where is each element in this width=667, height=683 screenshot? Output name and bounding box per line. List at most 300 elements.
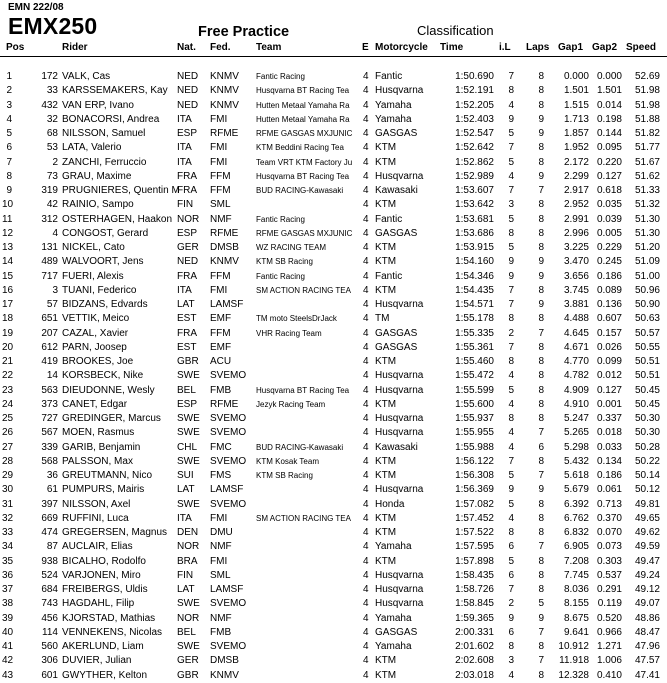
cell-rider: GREDINGER, Marcus	[62, 413, 161, 424]
table-row	[0, 127, 667, 141]
event-code: EMN 222/08	[8, 2, 64, 13]
cell-motorcycle: Fantic	[375, 71, 403, 82]
table-row	[0, 170, 667, 184]
cell-nat: NED	[177, 99, 199, 111]
cell-fed: SVEMO	[210, 641, 247, 652]
cell-pos: 39	[2, 612, 14, 624]
cell-speed: 51.32	[634, 199, 660, 211]
cell-gap2: 0.370	[596, 512, 622, 524]
cell-engine: 4	[363, 299, 369, 310]
cell-engine: 4	[363, 484, 369, 496]
cell-gap1: 1.857	[563, 128, 589, 139]
cell-laps: 8	[538, 669, 544, 681]
cell-time: 1:55.361	[455, 341, 494, 353]
cell-motorcycle: Yamaha	[375, 113, 412, 125]
cell-ideal-lap: 6	[508, 626, 514, 638]
cell-number: 3	[52, 284, 58, 296]
cell-gap2: 0.001	[596, 398, 622, 410]
cell-gap2: 0.229	[596, 242, 622, 253]
cell-time: 1:55.460	[455, 356, 494, 367]
cell-engine: 4	[363, 327, 369, 339]
cell-nat: ITA	[177, 156, 192, 168]
cell-engine: 4	[363, 626, 369, 638]
cell-nat: NED	[177, 71, 199, 82]
cell-time: 1:56.369	[455, 484, 494, 496]
cell-motorcycle: Husqvarna	[375, 384, 424, 396]
cell-time: 1:52.642	[455, 142, 494, 154]
cell-pos: 11	[2, 213, 13, 225]
cell-laps: 7	[538, 470, 544, 481]
cell-pos: 1	[6, 71, 12, 82]
cell-motorcycle: KTM	[375, 242, 397, 253]
col-laps: Laps	[526, 42, 550, 53]
col-engine: E	[362, 42, 369, 53]
cell-pos: 35	[2, 555, 14, 567]
cell-nat: ITA	[177, 512, 192, 524]
cell-fed: RFME	[210, 227, 239, 239]
cell-laps: 9	[538, 113, 544, 125]
cell-number: 114	[42, 626, 58, 638]
cell-time: 1:53.915	[455, 242, 494, 253]
cell-motorcycle: GASGAS	[375, 341, 418, 353]
cell-fed: FFM	[210, 185, 231, 196]
cell-gap1: 2.952	[563, 199, 589, 211]
class-name: EMX250	[8, 13, 98, 39]
cell-rider: WALVOORT, Jens	[62, 256, 144, 268]
cell-time: 1:57.082	[455, 498, 494, 510]
cell-number: 87	[46, 541, 58, 553]
cell-laps: 8	[538, 142, 544, 154]
cell-motorcycle: Husqvarna	[375, 584, 424, 595]
cell-nat: BEL	[177, 384, 196, 396]
cell-rider: NILSSON, Samuel	[62, 128, 146, 139]
cell-laps: 8	[538, 512, 544, 524]
cell-pos: 13	[2, 242, 14, 253]
cell-number: 172	[41, 71, 58, 82]
cell-team: TM moto SteelsDrJack	[256, 314, 337, 324]
cell-nat: GBR	[177, 669, 199, 681]
cell-rider: NICKEL, Cato	[62, 242, 125, 253]
cell-time: 2:00.331	[455, 626, 494, 638]
cell-speed: 51.98	[634, 99, 660, 111]
classification-table	[0, 70, 667, 683]
cell-team: Husqvarna BT Racing Tea	[256, 171, 350, 181]
cell-ideal-lap: 5	[508, 156, 514, 168]
cell-speed: 49.24	[634, 569, 660, 581]
cell-gap1: 11.918	[559, 655, 589, 667]
cell-rider: VARJONEN, Miro	[62, 569, 141, 581]
table-row	[0, 669, 667, 683]
cell-fed: KNMV	[210, 85, 239, 97]
cell-gap2: 0.070	[596, 527, 622, 538]
cell-pos: 28	[2, 455, 14, 467]
cell-engine: 4	[363, 441, 369, 453]
cell-gap2: 0.035	[596, 199, 622, 211]
col-fed: Fed.	[210, 42, 231, 53]
cell-gap2: 0.026	[596, 341, 622, 353]
cell-fed: FMI	[210, 142, 228, 154]
cell-rider: RAINIO, Sampo	[62, 199, 134, 211]
cell-gap1: 5.298	[563, 441, 589, 453]
cell-pos: 31	[2, 498, 14, 510]
table-row	[0, 640, 667, 654]
cell-laps: 8	[538, 313, 544, 325]
table-row	[0, 327, 667, 341]
cell-ideal-lap: 8	[508, 313, 514, 325]
cell-ideal-lap: 7	[508, 455, 514, 467]
cell-time: 1:55.599	[455, 384, 494, 396]
table-row	[0, 255, 667, 269]
cell-gap1: 2.991	[563, 213, 589, 225]
cell-nat: NOR	[177, 541, 200, 553]
cell-engine: 4	[363, 370, 369, 382]
cell-ideal-lap: 8	[508, 356, 514, 367]
cell-laps: 8	[538, 199, 544, 211]
cell-time: 1:55.178	[455, 313, 494, 325]
cell-team: KTM SB Racing	[256, 471, 313, 480]
cell-nat: CHL	[177, 441, 198, 453]
cell-fed: KNMV	[210, 71, 239, 82]
cell-laps: 9	[538, 128, 544, 139]
col-gap1: Gap1	[558, 42, 584, 53]
table-row	[0, 455, 667, 469]
cell-number: 339	[41, 441, 58, 453]
cell-rider: DUVIER, Julian	[62, 655, 132, 667]
cell-rider: BROOKES, Joe	[62, 356, 134, 367]
cell-pos: 42	[2, 655, 14, 667]
cell-motorcycle: Fantic	[375, 270, 403, 282]
cell-fed: SML	[210, 199, 231, 211]
cell-nat: NOR	[177, 612, 200, 624]
cell-number: 32	[46, 113, 58, 125]
cell-nat: GBR	[177, 356, 199, 367]
cell-number: 419	[41, 356, 58, 367]
table-row	[0, 441, 667, 455]
table-row	[0, 597, 667, 611]
cell-pos: 25	[2, 413, 14, 424]
cell-laps: 8	[538, 341, 544, 353]
table-row	[0, 341, 667, 355]
cell-gap2: 0.039	[596, 213, 622, 225]
cell-time: 1:53.686	[455, 227, 494, 239]
cell-pos: 18	[2, 313, 14, 325]
cell-gap2: 0.157	[596, 327, 622, 339]
cell-speed: 51.30	[634, 227, 660, 239]
cell-engine: 4	[363, 655, 369, 667]
cell-pos: 15	[2, 270, 14, 282]
cell-rider: PUMPURS, Mairis	[62, 484, 145, 496]
cell-team: BUD RACING-Kawasaki	[256, 442, 344, 452]
cell-rider: GWYTHER, Kelton	[62, 669, 148, 681]
cell-pos: 29	[2, 470, 14, 481]
cell-rider: OSTERHAGEN, Haakon	[62, 213, 173, 225]
cell-motorcycle: KTM	[375, 527, 397, 538]
cell-ideal-lap: 4	[508, 398, 514, 410]
table-row	[0, 540, 667, 554]
cell-number: 61	[46, 484, 58, 496]
cell-engine: 4	[363, 242, 369, 253]
cell-rider: PRUGNIERES, Quentin M	[62, 185, 180, 196]
cell-motorcycle: KTM	[375, 655, 397, 667]
cell-motorcycle: KTM	[375, 199, 397, 211]
cell-team: RFME GASGAS MXJUNIC	[256, 228, 353, 238]
cell-fed: KNMV	[210, 256, 239, 268]
cell-number: 319	[41, 185, 58, 196]
cell-rider: TUANI, Federico	[62, 284, 137, 296]
cell-fed: SVEMO	[210, 370, 247, 382]
cell-ideal-lap: 8	[508, 227, 514, 239]
cell-nat: GER	[177, 655, 199, 667]
cell-gap2: 0.012	[596, 370, 622, 382]
cell-nat: BRA	[177, 555, 198, 567]
cell-laps: 7	[538, 185, 544, 196]
cell-ideal-lap: 8	[508, 85, 514, 97]
cell-fed: KNMV	[210, 669, 239, 681]
cell-gap2: 0.014	[596, 99, 622, 111]
cell-time: 1:54.571	[455, 299, 494, 310]
col-nat: Nat.	[177, 42, 196, 53]
cell-team: KTM SB Racing	[256, 257, 313, 267]
cell-number: 684	[41, 584, 58, 595]
cell-motorcycle: Husqvarna	[375, 598, 424, 610]
cell-time: 1:54.346	[455, 270, 494, 282]
cell-gap2: 0.000	[596, 71, 622, 82]
cell-team: KTM Beddini Racing Tea	[256, 143, 344, 153]
cell-gap1: 3.470	[563, 256, 589, 268]
cell-time: 1:58.435	[455, 569, 494, 581]
cell-time: 1:53.642	[455, 199, 494, 211]
cell-time: 1:52.989	[455, 170, 494, 182]
cell-pos: 40	[2, 626, 14, 638]
cell-engine: 4	[363, 384, 369, 396]
table-row	[0, 284, 667, 298]
col-speed: Speed	[626, 42, 657, 53]
cell-fed: NMF	[210, 213, 232, 225]
cell-fed: FMI	[210, 284, 228, 296]
table-row	[0, 369, 667, 383]
cell-pos: 36	[2, 569, 14, 581]
cell-number: 456	[41, 612, 58, 624]
cell-gap2: 0.127	[596, 170, 622, 182]
cell-speed: 50.63	[634, 313, 660, 325]
cell-laps: 8	[538, 498, 544, 510]
cell-gap1: 2.299	[563, 170, 589, 182]
cell-speed: 52.69	[634, 71, 660, 82]
cell-gap2: 0.089	[596, 284, 622, 296]
cell-pos: 3	[6, 99, 12, 111]
table-row	[0, 213, 667, 227]
cell-motorcycle: Husqvarna	[375, 484, 424, 496]
cell-number: 938	[41, 555, 58, 567]
cell-nat: LAT	[177, 484, 195, 496]
table-row	[0, 612, 667, 626]
cell-motorcycle: GASGAS	[375, 327, 418, 339]
cell-motorcycle: Husqvarna	[375, 85, 424, 97]
cell-gap1: 4.645	[563, 327, 589, 339]
cell-pos: 19	[2, 327, 14, 339]
cell-nat: LAT	[177, 584, 195, 595]
cell-laps: 8	[538, 398, 544, 410]
cell-rider: KORSBECK, Nike	[62, 370, 144, 382]
cell-fed: FMI	[210, 555, 228, 567]
cell-gap1: 4.782	[563, 370, 589, 382]
col-rider: Rider	[62, 42, 88, 53]
cell-gap1: 5.247	[563, 413, 589, 424]
cell-laps: 8	[538, 85, 544, 97]
cell-engine: 4	[363, 71, 369, 82]
cell-time: 1:59.365	[455, 612, 494, 624]
cell-gap2: 0.607	[596, 313, 622, 325]
cell-pos: 16	[2, 284, 14, 296]
table-row	[0, 384, 667, 398]
cell-pos: 14	[2, 256, 14, 268]
cell-rider: GREUTMANN, Nico	[62, 470, 153, 481]
cell-number: 567	[41, 427, 58, 439]
cell-nat: FRA	[177, 327, 197, 339]
table-row	[0, 426, 667, 440]
cell-rider: VAN ERP, Ivano	[62, 99, 134, 111]
cell-motorcycle: Yamaha	[375, 99, 412, 111]
cell-number: 57	[46, 299, 58, 310]
cell-number: 207	[41, 327, 58, 339]
cell-number: 36	[46, 470, 58, 481]
cell-ideal-lap: 5	[508, 555, 514, 567]
cell-speed: 50.96	[634, 284, 660, 296]
cell-motorcycle: KTM	[375, 669, 397, 681]
cell-gap1: 4.671	[563, 341, 589, 353]
cell-team: KTM Kosak Team	[256, 456, 319, 466]
table-row	[0, 654, 667, 668]
cell-motorcycle: GASGAS	[375, 626, 418, 638]
cell-engine: 4	[363, 313, 369, 325]
cell-ideal-lap: 7	[508, 185, 514, 196]
cell-laps: 8	[538, 384, 544, 396]
table-row	[0, 355, 667, 369]
cell-gap2: 1.271	[596, 641, 622, 652]
cell-engine: 4	[363, 555, 369, 567]
cell-speed: 49.47	[634, 555, 660, 567]
cell-engine: 4	[363, 413, 369, 424]
cell-rider: BIDZANS, Edvards	[62, 299, 148, 310]
cell-rider: ZANCHI, Ferruccio	[62, 156, 147, 168]
cell-gap1: 5.265	[563, 427, 589, 439]
cell-number: 651	[41, 313, 58, 325]
cell-gap1: 8.675	[563, 612, 589, 624]
cell-laps: 7	[538, 427, 544, 439]
cell-gap2: 1.501	[596, 85, 622, 97]
cell-gap1: 8.155	[563, 598, 589, 610]
cell-laps: 7	[538, 327, 544, 339]
cell-laps: 8	[538, 242, 544, 253]
cell-time: 1:53.607	[455, 185, 494, 196]
cell-time: 1:55.472	[455, 370, 494, 382]
cell-motorcycle: KTM	[375, 356, 397, 367]
cell-pos: 17	[2, 299, 14, 310]
cell-engine: 4	[363, 170, 369, 182]
cell-gap1: 9.641	[563, 626, 589, 638]
cell-gap1: 3.745	[563, 284, 589, 296]
cell-motorcycle: KTM	[375, 256, 397, 268]
cell-engine: 4	[363, 612, 369, 624]
cell-nat: FIN	[177, 569, 194, 581]
cell-nat: DEN	[177, 527, 199, 538]
cell-speed: 51.88	[634, 113, 660, 125]
cell-fed: FMS	[210, 470, 232, 481]
cell-gap1: 5.432	[563, 455, 589, 467]
cell-gap1: 3.225	[563, 242, 589, 253]
cell-laps: 8	[538, 370, 544, 382]
cell-nat: ITA	[177, 113, 192, 125]
cell-ideal-lap: 9	[508, 113, 514, 125]
cell-fed: SVEMO	[210, 427, 247, 439]
cell-laps: 9	[538, 612, 544, 624]
cell-speed: 50.90	[634, 299, 660, 310]
cell-gap2: 0.186	[596, 270, 622, 282]
cell-gap1: 1.501	[563, 85, 589, 97]
cell-team: VHR Racing Team	[256, 328, 322, 338]
table-row	[0, 626, 667, 640]
cell-pos: 20	[2, 341, 14, 353]
cell-rider: CANET, Edgar	[62, 398, 128, 410]
cell-fed: LAMSF	[210, 484, 244, 496]
cell-gap1: 1.713	[563, 113, 589, 125]
cell-time: 1:52.191	[455, 85, 494, 97]
cell-engine: 4	[363, 227, 369, 239]
cell-gap2: 0.410	[596, 669, 622, 681]
cell-team: Hutten Metaal Yamaha Ra	[256, 114, 350, 124]
cell-gap2: 0.966	[596, 626, 622, 638]
cell-fed: ACU	[210, 356, 232, 367]
cell-number: 4	[52, 227, 58, 239]
col-gap2: Gap2	[592, 42, 618, 53]
cell-laps: 7	[538, 655, 544, 667]
cell-motorcycle: KTM	[375, 455, 397, 467]
cell-gap2: 0.095	[596, 142, 622, 154]
cell-time: 1:57.522	[455, 527, 494, 538]
cell-time: 1:56.308	[455, 470, 494, 481]
cell-pos: 38	[2, 598, 14, 610]
cell-laps: 9	[538, 170, 544, 182]
cell-gap2: 0.520	[596, 612, 622, 624]
cell-fed: FFM	[210, 270, 231, 282]
cell-fed: NMF	[210, 612, 232, 624]
cell-fed: SML	[210, 569, 231, 581]
cell-rider: KARSSEMAKERS, Kay	[62, 85, 168, 97]
cell-speed: 50.28	[634, 441, 660, 453]
cell-gap2: 0.186	[596, 470, 622, 481]
cell-speed: 50.55	[634, 341, 660, 353]
cell-team: Jezyk Racing Team	[256, 399, 326, 409]
cell-gap1: 6.762	[563, 512, 589, 524]
cell-speed: 50.14	[634, 470, 660, 481]
cell-laps: 8	[538, 71, 544, 82]
cell-rider: VALK, Cas	[62, 71, 111, 82]
cell-gap2: 0.144	[596, 128, 622, 139]
cell-nat: FRA	[177, 170, 197, 182]
cell-pos: 27	[2, 441, 14, 453]
cell-nat: NOR	[177, 213, 200, 225]
cell-number: 489	[41, 256, 58, 268]
cell-time: 1:56.122	[455, 455, 494, 467]
cell-engine: 4	[363, 199, 369, 211]
cell-pos: 8	[6, 170, 12, 182]
cell-ideal-lap: 5	[508, 213, 514, 225]
cell-gap1: 5.679	[563, 484, 589, 496]
cell-ideal-lap: 9	[508, 256, 514, 268]
cell-fed: FMI	[210, 156, 228, 168]
col-motorcycle: Motorcycle	[375, 42, 428, 53]
cell-team: BUD RACING-Kawasaki	[256, 186, 344, 195]
